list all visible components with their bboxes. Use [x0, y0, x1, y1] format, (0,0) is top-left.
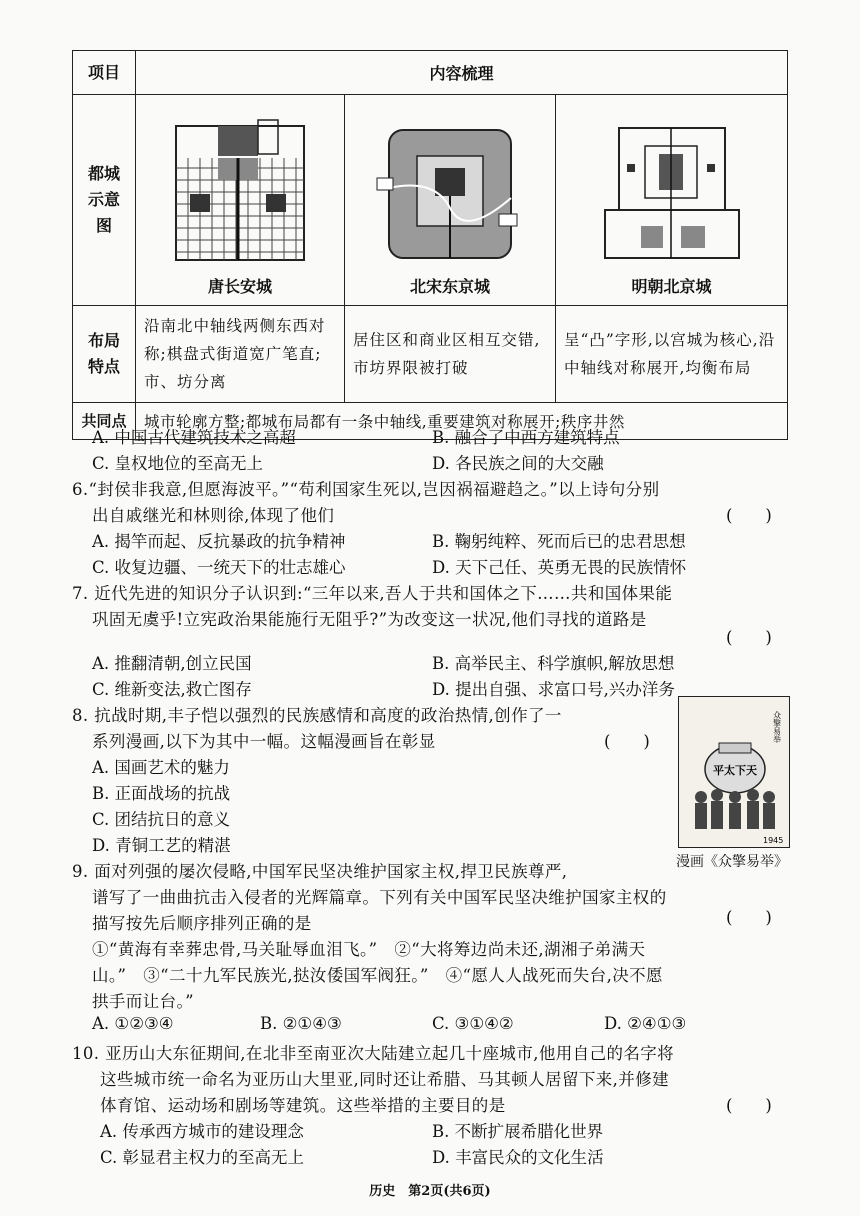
cartoon-caption: 漫画《众擎易举》	[676, 854, 788, 870]
q6-option-c[interactable]: C. 收复边疆、一统天下的壮志雄心	[92, 558, 346, 577]
q9-quote-line2: 山。” ③“二十九军民族光,挞汝倭国军阀狂。” ④“愿人人战死而失台,决不愿	[92, 966, 663, 985]
q9-stem-line1: 9. 面对列强的屡次侵略,中国军民坚决维护国家主权,捍卫民族尊严,	[72, 862, 568, 881]
q7-stem-line2: 巩固无虞乎!立宪政治果能施行无阻乎?”为改变这一状况,他们寻找的道路是	[92, 610, 647, 629]
q8-option-c[interactable]: C. 团结抗日的意义	[92, 810, 231, 829]
common-text: 城市轮廓方整;都城布局都有一条中轴线,重要建筑对称展开;秩序井然	[136, 403, 788, 440]
q10-stem-line2: 这些城市统一命名为亚历山大里亚,同时还让希腊、马其顿人居留下来,并修建	[100, 1070, 669, 1089]
q9-quote-line3: 拱手而让台。”	[92, 992, 194, 1011]
q8-option-a[interactable]: A. 国画艺术的魅力	[92, 758, 230, 777]
cartoon-side-text: 众擎易举	[772, 711, 782, 743]
q10-answer-blank[interactable]: ( )	[726, 1096, 772, 1115]
map-dongjing	[345, 95, 556, 306]
layout-changan: 沿南北中轴线两侧东西对称;棋盘式街道宽广笔直;市、坊分离	[136, 306, 345, 403]
q6-option-b[interactable]: B. 鞠躬纯粹、死而后已的忠君思想	[432, 532, 686, 551]
q7-option-a[interactable]: A. 推翻清朝,创立民国	[92, 654, 252, 673]
q7-option-c[interactable]: C. 维新变法,救亡图存	[92, 680, 252, 699]
layout-beijing: 呈“凸”字形,以宫城为核心,沿中轴线对称展开,均衡布局	[556, 306, 788, 403]
q7-stem-line1: 7. 近代先进的知识分子认识到:“三年以来,吾人于共和国体之下……共和国体果能	[72, 584, 673, 603]
q9-quote-line1: ①“黄海有幸葬忠骨,马关耻辱血泪飞。” ②“大将筹边尚未还,湖湘子弟满天	[92, 940, 646, 959]
q10-stem-line3: 体育馆、运动场和剧场等建筑。这些举措的主要目的是	[100, 1096, 506, 1115]
q5-option-c[interactable]: C. 皇权地位的至高无上	[92, 454, 264, 473]
q9-option-a[interactable]: A. ①②③④	[92, 1014, 174, 1033]
q10-option-c[interactable]: C. 彰显君主权力的至高无上	[100, 1148, 305, 1167]
q8-stem-line1: 8. 抗战时期,丰子恺以强烈的民族感情和高度的政治热情,创作了一	[72, 706, 562, 725]
q6-stem-line2: 出自戚继光和林则徐,体现了他们	[92, 506, 335, 525]
cartoon-jar-text: 平太下天	[713, 764, 757, 777]
dongjing-map-icon	[375, 118, 525, 268]
map-changan	[136, 95, 345, 306]
content-table	[72, 50, 788, 440]
q9-answer-blank[interactable]: ( )	[726, 908, 772, 927]
q5-option-b[interactable]: B. 融合了中西方建筑特点	[432, 428, 620, 447]
row-head-layout: 布局特点	[73, 306, 136, 403]
q8-option-b[interactable]: B. 正面战场的抗战	[92, 784, 231, 803]
changan-map-icon	[170, 118, 310, 268]
q10-stem-line1: 10. 亚历山大东征期间,在北非至南亚次大陆建立起几十座城市,他用自己的名字将	[72, 1044, 675, 1063]
q7-option-d[interactable]: D. 提出自强、求富口号,兴办洋务	[432, 680, 675, 699]
header-item: 项目	[73, 51, 136, 95]
q9-option-d[interactable]: D. ②④①③	[604, 1014, 687, 1033]
q6-option-d[interactable]: D. 天下己任、英勇无畏的民族情怀	[432, 558, 687, 577]
q5-option-a[interactable]: A. 中国古代建筑技术之高超	[92, 428, 296, 447]
cartoon-image	[679, 697, 789, 847]
q8-option-d[interactable]: D. 青铜工艺的精湛	[92, 836, 231, 855]
q6-stem-line1: 6.“封侯非我意,但愿海波平。”“苟利国家生死以,岂因祸福避趋之。”以上诗句分别	[72, 480, 660, 499]
beijing-map-icon	[597, 118, 747, 268]
q5-option-d[interactable]: D. 各民族之间的大交融	[432, 454, 604, 473]
cartoon-figure	[678, 696, 790, 848]
q9-stem-line2: 谱写了一曲曲抗击入侵者的光辉篇章。下列有关中国军民坚决维护国家主权的	[92, 888, 667, 907]
q8-stem-line2: 系列漫画,以下为其中一幅。这幅漫画旨在彰显	[92, 732, 436, 751]
map-label-dongjing: 北宋东京城	[409, 276, 490, 296]
q9-option-b[interactable]: B. ②①④③	[260, 1014, 342, 1033]
map-label-changan: 唐长安城	[207, 276, 272, 296]
q9-option-c[interactable]: C. ③①④②	[432, 1014, 514, 1033]
q10-option-d[interactable]: D. 丰富民众的文化生活	[432, 1148, 604, 1167]
q6-answer-blank[interactable]: ( )	[726, 506, 772, 525]
q6-option-a[interactable]: A. 揭竿而起、反抗暴政的抗争精神	[92, 532, 346, 551]
cartoon-year: 1945	[763, 836, 784, 845]
header-content: 内容梳理	[136, 51, 788, 95]
page-footer: 历史 第2页(共6页)	[369, 1184, 491, 1199]
q9-stem-line3: 描写按先后顺序排列正确的是	[92, 914, 312, 933]
row-head-common: 共同点	[73, 403, 136, 440]
q8-answer-blank[interactable]: ( )	[604, 732, 650, 751]
map-beijing	[556, 95, 788, 306]
row-head-maps: 都城示意图	[73, 95, 136, 306]
q7-option-b[interactable]: B. 高举民主、科学旗帜,解放思想	[432, 654, 675, 673]
q10-option-b[interactable]: B. 不断扩展希腊化世界	[432, 1122, 604, 1141]
q10-option-a[interactable]: A. 传承西方城市的建设理念	[100, 1122, 304, 1141]
q7-answer-blank[interactable]: ( )	[726, 628, 772, 647]
map-label-beijing: 明朝北京城	[631, 276, 712, 296]
layout-dongjing: 居住区和商业区相互交错,市坊界限被打破	[345, 306, 556, 403]
